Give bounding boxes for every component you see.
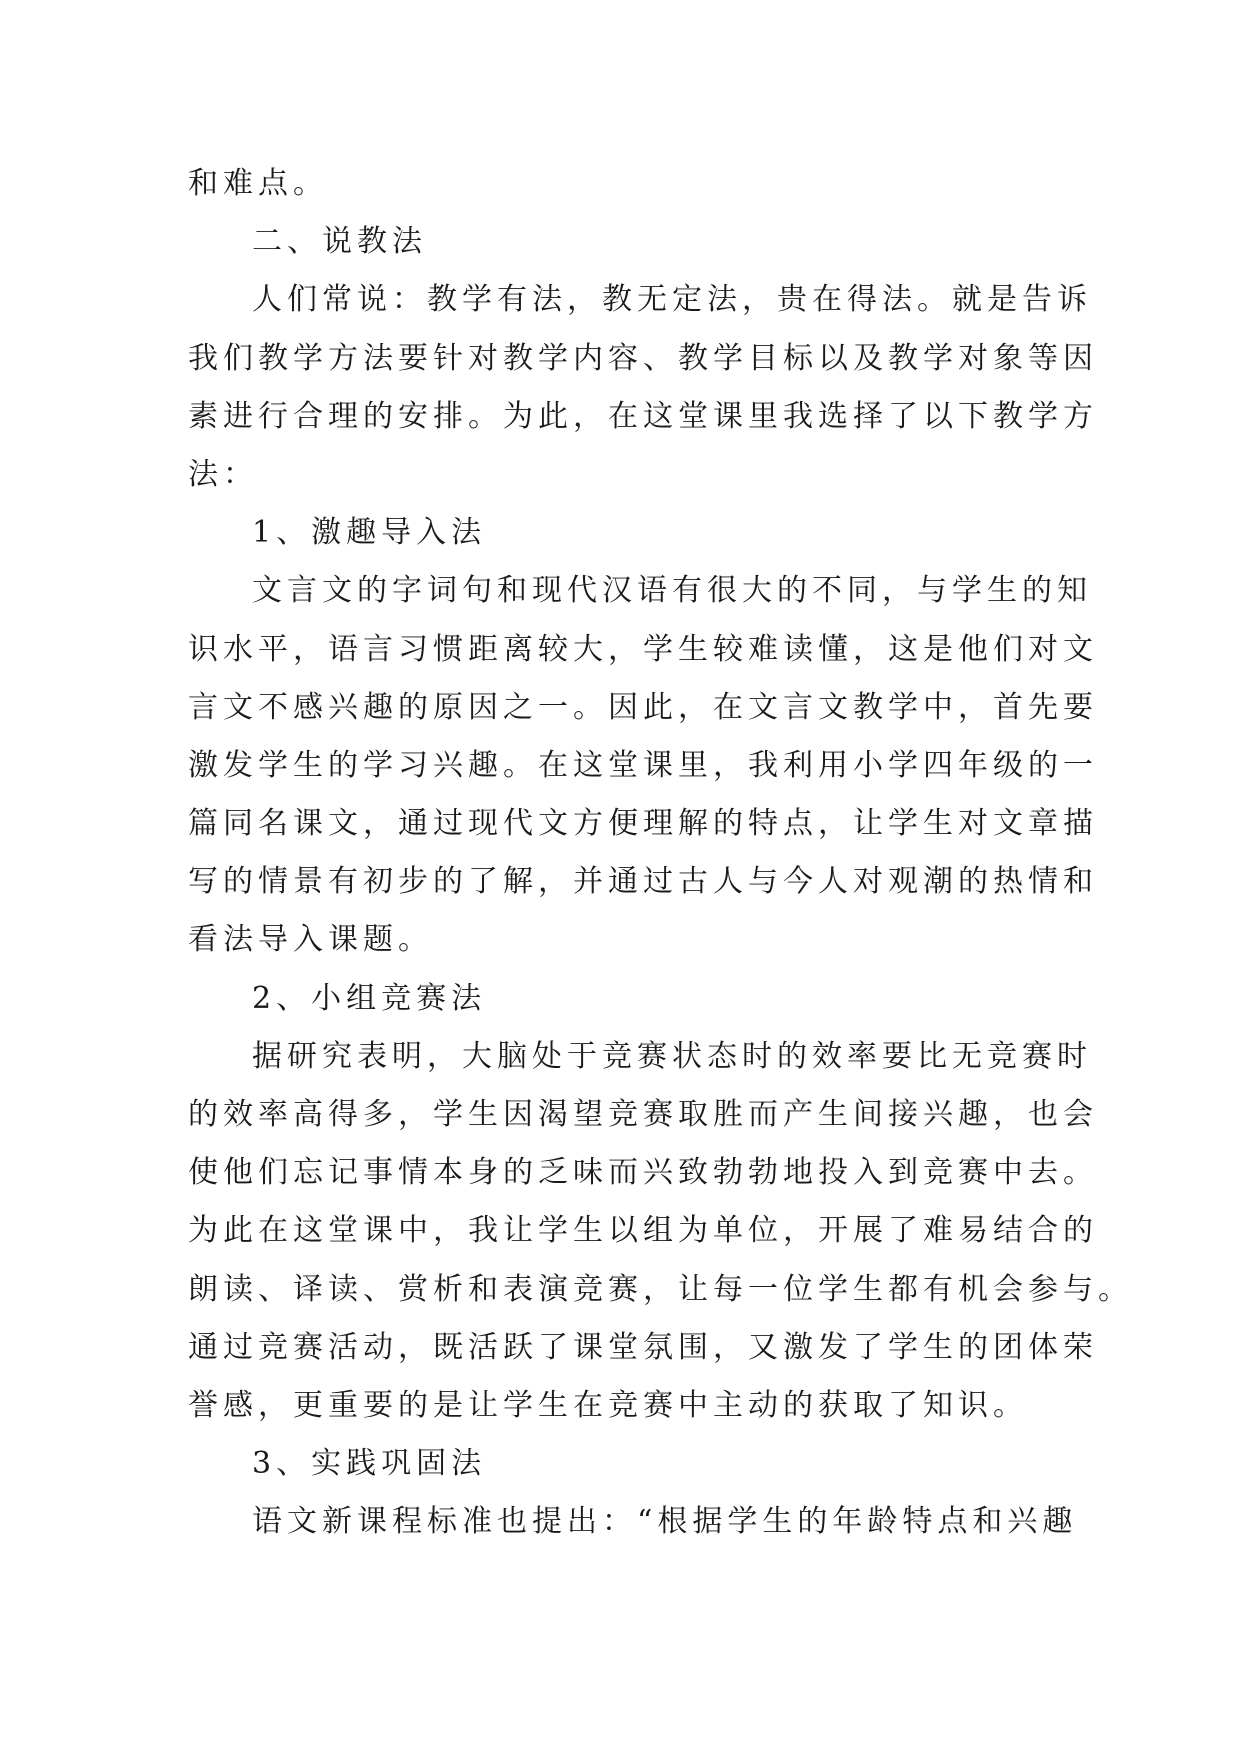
text-line: 素进行合理的安排。为此，在这堂课里我选择了以下教学方 xyxy=(188,398,1098,434)
text-line: 我们教学方法要针对教学内容、教学目标以及教学对象等因 xyxy=(188,340,1098,376)
paragraph-first-line: 人们常说：教学有法，教无定法，贵在得法。就是告诉 xyxy=(252,282,1092,318)
text-line: 激发学生的学习兴趣。在这堂课里，我利用小学四年级的一 xyxy=(188,747,1098,783)
body-text xyxy=(188,155,1133,1552)
paragraph-first-line: 语文新课程标准也提出：“根据学生的年龄特点和兴趣 xyxy=(252,1504,1078,1540)
text-line: 和难点。 xyxy=(188,166,328,201)
section-heading-teaching-methods: 二、说教法 xyxy=(252,224,427,260)
text-line: 篇同名课文，通过现代文方便理解的特点，让学生对文章描 xyxy=(188,806,1098,842)
text-line: 为此在这堂课中，我让学生以组为单位，开展了难易结合的 xyxy=(188,1213,1098,1249)
text-line: 使他们忘记事情本身的乏味而兴致勃勃地投入到竞赛中去。 xyxy=(188,1155,1098,1191)
paragraph-first-line: 据研究表明，大脑处于竞赛状态时的效率要比无竞赛时 xyxy=(252,1038,1092,1074)
text-line: 看法导入课题。 xyxy=(188,922,433,958)
text-line: 写的情景有初步的了解，并通过古人与今人对观潮的热情和 xyxy=(188,864,1098,900)
subheading-method-3: 3、实践巩固法 xyxy=(252,1446,487,1482)
text-line: 誉感，更重要的是让学生在竞赛中主动的获取了知识。 xyxy=(188,1387,1028,1423)
subheading-method-2: 2、小组竞赛法 xyxy=(252,980,487,1016)
text-line: 通过竞赛活动，既活跃了课堂氛围，又激发了学生的团体荣 xyxy=(188,1329,1098,1365)
subheading-method-1: 1、激趣导入法 xyxy=(252,515,487,551)
text-line: 识水平，语言习惯距离较大，学生较难读懂，这是他们对文 xyxy=(188,631,1098,667)
text-line: 法： xyxy=(188,456,258,492)
text-line: 言文不感兴趣的原因之一。因此，在文言文教学中，首先要 xyxy=(188,689,1098,725)
paragraph-first-line: 文言文的字词句和现代汉语有很大的不同，与学生的知 xyxy=(252,573,1092,609)
text-line: 朗读、译读、赏析和表演竞赛，让每一位学生都有机会参与。 xyxy=(188,1271,1133,1307)
text-line: 的效率高得多，学生因渴望竞赛取胜而产生间接兴趣，也会 xyxy=(188,1097,1098,1132)
